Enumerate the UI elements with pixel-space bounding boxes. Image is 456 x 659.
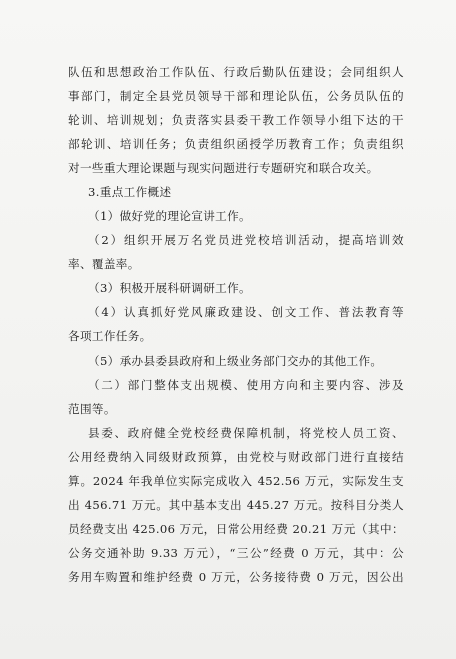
task-item-1: （1）做好党的理论宣讲工作。 [88, 209, 251, 223]
task-item-2-continued: 率、覆盖率。 [68, 257, 140, 271]
budget-paragraph-line-7: 务用车购置和维护经费 0 万元，公务接待费 0 万元，因公出 [68, 570, 404, 584]
task-item-4: （4）认真抓好党风廉政建设、创文工作、普法教育等 [88, 305, 404, 319]
budget-paragraph-line-3: 算。2024 年我单位实际完成收入 452.56 万元，实际发生支 [68, 474, 404, 488]
budget-paragraph-line-1: 县委、政府健全党校经费保障机制，将党校人员工资、 [88, 426, 404, 440]
task-item-5: （5）承办县委县政府和上级业务部门交办的其他工作。 [88, 354, 383, 368]
body-line-1: 队伍和思想政治工作队伍、行政后勤队伍建设；会同组织人 [68, 65, 404, 79]
task-item-2: （2）组织开展万名党员进党校培训活动，提高培训效 [88, 233, 404, 247]
section-heading: 3.重点工作概述 [88, 185, 172, 199]
subsection-heading-continued: 范围等。 [68, 402, 116, 416]
body-line-2: 事部门，制定全县党员领导干部和理论队伍，公务员队伍的 [68, 89, 404, 103]
body-line-5: 对一些重大理论课题与现实问题进行专题研究和联合攻关。 [68, 161, 379, 175]
body-line-3: 轮训、培训规划；负责落实县委干教工作领导小组下达的干 [68, 113, 404, 127]
subsection-heading: （二）部门整体支出规模、使用方向和主要内容、涉及 [88, 378, 404, 392]
task-item-3: （3）积极开展科研调研工作。 [88, 281, 251, 295]
task-item-4-continued: 各项工作任务。 [68, 329, 152, 343]
body-line-4: 部轮训、培训任务；负责组织函授学历教育工作；负责组织 [68, 137, 404, 151]
budget-paragraph-line-2: 公用经费纳入同级财政预算，由党校与财政部门进行直接结 [68, 450, 404, 464]
budget-paragraph-line-5: 员经费支出 425.06 万元，日常公用经费 20.21 万元（其中： [68, 522, 404, 536]
budget-paragraph-line-6: 公务交通补助 9.33 万元），“三公”经费 0 万元，其中：公 [68, 546, 404, 560]
budget-paragraph-line-4: 出 456.71 万元。其中基本支出 445.27 万元。按科目分类人 [68, 498, 404, 512]
